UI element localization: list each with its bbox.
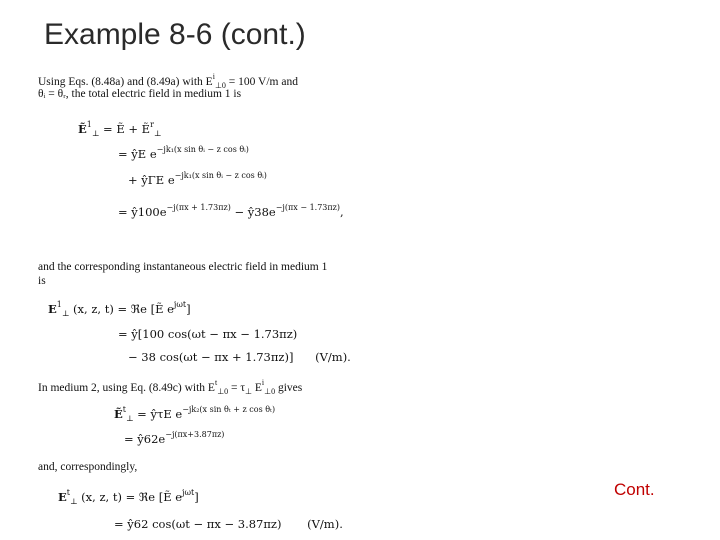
eq2-bracket-end: ]: [186, 302, 191, 316]
eq1-line3-text: + ŷΓE e: [128, 173, 175, 187]
eq3-rhs: = ŷτE e: [137, 407, 183, 421]
intro-text: Using Eqs. (8.48a) and (8.49a) with E: [38, 76, 213, 88]
intro-line-1: Using Eqs. (8.48a) and (8.49a) with $E^i_{\perp 0} = 100$ V/m and: [38, 72, 298, 90]
eq1-line4b-exp: −j(πx − 1.73πz): [275, 203, 340, 212]
intro-line-2: θᵢ = θᵣ, the total electric field in medium 1 is: [38, 88, 242, 100]
eq3-exp: −jk₂(x sin θₜ + z cos θₜ): [182, 405, 276, 414]
continuation-label: Cont.: [614, 480, 655, 499]
eq3-line-1: Ẽ$^t_\perp$ = ŷτE $e^{-jk_2(x sin \theta_t + z cos \theta_t)}$: [114, 405, 276, 423]
eq4-args: (x, z, t) = ℜe: [81, 490, 156, 504]
eq2-bracket-exp: jωt: [173, 300, 187, 309]
eq3-line2-text: = ŷ62e: [124, 432, 166, 446]
eq1-lhs: Ẽ: [78, 122, 87, 136]
eq2-line3-text: − 38 cos(ωt − πx + 1.73πz)]: [128, 350, 294, 364]
eq1-line4b: − ŷ38e: [234, 205, 276, 219]
eq4-bracket-end: ]: [194, 490, 199, 504]
eq2-bracket: [Ẽ e: [150, 302, 174, 316]
eq4-line-2: [114, 517, 343, 531]
medium2-text-d: gives: [275, 382, 303, 394]
corr-text: and, correspondingly,: [38, 461, 138, 473]
eq1-line-4: [118, 203, 344, 219]
slide-title: Example 8-6 (cont.): [44, 18, 306, 51]
eq1-line4a: = ŷ100e: [118, 205, 167, 219]
eq2-args: (x, z, t) = ℜe: [73, 302, 147, 316]
mid-text-2: is: [38, 275, 46, 287]
eq4-lhs: E: [58, 490, 67, 504]
eq1-rhs: = Ẽ + Ẽ: [103, 122, 151, 136]
eq1-line-1: Ẽ$^1_\perp$ = Ẽ + Ẽ$^r_\perp$: [78, 120, 162, 138]
eq4-line-1: $E^t_\perp$ (x, z, t) = ℜe [Ẽ $e^{j\omega t}$]: [58, 488, 199, 506]
eq1-line4-end: ,: [340, 205, 344, 219]
eq3-lhs: Ẽ: [114, 407, 123, 421]
medium2-text-b: = τ: [228, 382, 246, 394]
eq2-line-3: [128, 350, 351, 364]
eq3-line-2: [124, 430, 224, 446]
mid-text-1: and the corresponding instantaneous electric field in medium 1: [38, 261, 328, 273]
eq2-line-2: = ŷ[100 cos(ωt − πx − 1.73πz): [118, 327, 298, 341]
eq4-units: (V/m).: [307, 517, 343, 531]
eq2-lhs: E: [48, 302, 57, 316]
eq3-line2-exp: −j(πx+3.87πz): [165, 430, 225, 439]
eq2-line-1: $E^1_\perp$ (x, z, t) = ℜe [Ẽ $e^{j\omega t}$]: [48, 300, 191, 318]
eq2-units: (V/m).: [315, 350, 351, 364]
eq1-line2-text: = ŷE e: [118, 147, 157, 161]
medium2-text: In medium 2, using Eq. (8.49c) with $E^t_{\perp 0} = \tau_\perp$ $E^i_{\perp 0}$ gives: [38, 378, 303, 396]
medium2-text-c: E: [251, 382, 262, 394]
eq4-bracket: [Ẽ e: [158, 490, 183, 504]
intro-text-tail: = 100 V/m and: [225, 76, 298, 88]
eq1-line-3: [128, 171, 267, 187]
eq1-line3-exp: −jk₁(x sin θᵢ − z cos θᵢ): [174, 171, 267, 180]
eq1-line2-exp: −jk₁(x sin θᵢ − z cos θᵢ): [156, 145, 249, 154]
eq4-line2-text: = ŷ62 cos(ωt − πx − 3.87πz): [114, 517, 282, 531]
medium2-text-a: In medium 2, using Eq. (8.49c) with E: [38, 382, 215, 394]
eq1-line-2: [118, 145, 249, 161]
eq4-bracket-exp: jωt: [182, 488, 195, 497]
eq1-line4a-exp: −j(πx + 1.73πz): [166, 203, 231, 212]
